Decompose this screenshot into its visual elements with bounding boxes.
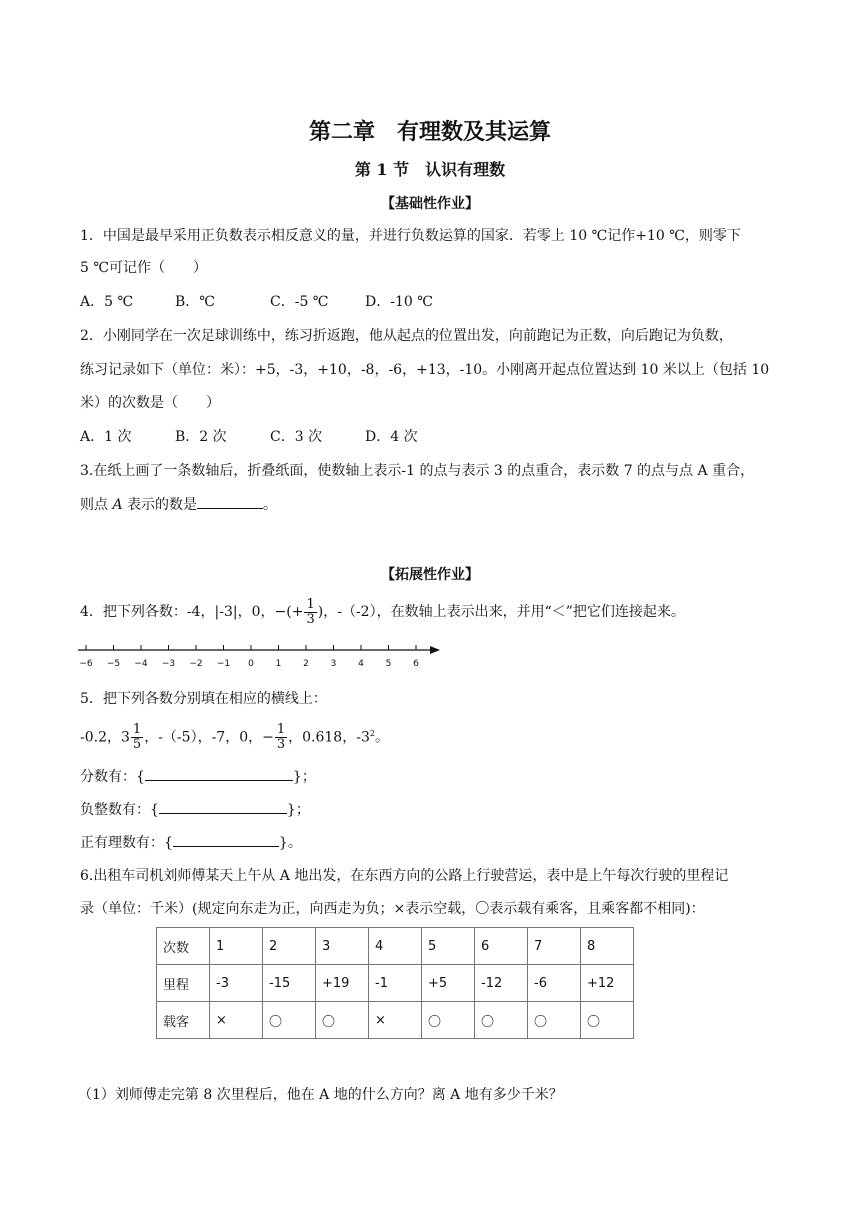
q3-text-a: 则点 [80,497,113,513]
q2-line-1: 2．小刚同学在一次足球训练中，练习折返跑，他从起点的位置出发，向前跑记为正数，向后跑记为负数， [80,328,733,344]
q1-line-1: 1．中国是最早采用正负数表示相反意义的量，并进行负数运算的国家．若零上 10 ℃记作+10 ℃，则零下 [80,228,741,244]
table-cell: -6 [528,965,581,1002]
q3-line-1: 3.在纸上画了一条数轴后，折叠纸面，使数轴上表示-1 的点与表示 3 的点重合，表示数 7 的点与点 A 重合， [80,463,755,479]
q5-neg-int-blank[interactable] [159,799,287,814]
q5-neg-sign: − [262,729,274,746]
table-cell: 7 [528,928,581,965]
number-line-tick-label: 0 [248,659,254,669]
q1-option-d: D．-10 ℃ [365,294,433,310]
number-line-ticks [79,645,419,669]
number-line-tick-label: −3 [161,659,176,669]
number-line-tick-label: 4 [358,659,364,669]
basic-homework-heading: 【基础性作业】 [381,196,479,212]
q5-neg-denominator: 3 [276,737,286,753]
q5-mixed-denominator: 5 [132,737,142,753]
number-line-tick-label: −5 [106,659,121,669]
q5-mixed-whole: 3 [121,729,130,746]
q5-num-2: ，-（-5），-7，0， [144,729,263,746]
table-cell: × [369,1002,422,1039]
table-cell: 3 [316,928,369,965]
table-cell: 5 [422,928,475,965]
number-line-tick-label: −4 [134,659,148,669]
table-cell: 4 [369,928,422,965]
q4-frac-post: ) [317,604,324,620]
table-row-header: 次数 [157,928,210,965]
q5-numbers [80,718,389,754]
table-cell: -12 [475,965,528,1002]
table-cell: 6 [475,928,528,965]
table-cell: +12 [581,965,634,1002]
q4-line [80,597,685,627]
q5-fractions-label: 分数有：{ [80,769,145,785]
q3-point-label: A [112,497,123,513]
q4-frac-numerator: 1 [306,596,315,612]
q5-pos-rat-label: 正有理数有：{ [80,835,173,851]
q5-line-1: 5．把下列各数分别填在相应的横线上： [80,691,327,707]
q1-option-a: A．5 ℃ [80,294,134,310]
number-line-tick-label: 2 [303,659,309,669]
table-cell: 8 [581,928,634,965]
mileage-table [156,927,634,1039]
table-cell: 〇 [528,1002,581,1039]
number-line-tick-label: 6 [413,659,419,669]
table-row [157,965,634,1002]
q5-fractions-row [80,766,316,787]
q2-line-3: 米）的次数是（ ） [80,395,220,411]
table-cell: -3 [210,965,263,1002]
q2-option-b: B．2 次 [175,429,227,445]
number-line-tick-label: 1 [275,659,282,669]
q2-option-a: A．1 次 [80,429,132,445]
q4-suffix: ，-（-2），在数轴上表示出来，并用“＜”把它们连接起来。 [323,604,685,620]
q1-options [80,292,460,312]
q3-answer-blank[interactable] [197,494,263,509]
q5-neg-int-row [80,799,310,820]
table-row-header: 里程 [157,965,210,1002]
table-row [157,928,634,965]
extended-homework-heading: 【拓展性作业】 [381,567,479,583]
q2-line-2: 练习记录如下（单位：米）：+5，-3，+10，-8，-6，+13，-10。小刚离开起点位置达到 10 米以上（包括 10 [80,362,770,378]
q5-pos-rat-row [80,832,302,853]
q4-frac-denominator: 3 [306,611,315,627]
q3-text-c: 。 [263,497,278,513]
table-cell: 2 [263,928,316,965]
table-cell: 〇 [316,1002,369,1039]
chapter-title: 第二章 有理数及其运算 [308,119,551,145]
q5-fractions-blank[interactable] [145,766,293,781]
q5-neg-int-close: }； [286,802,310,818]
table-cell: +19 [316,965,369,1002]
q4-frac-pre: −(+ [274,604,304,620]
number-line-tick-label: −1 [216,659,231,669]
q2-option-d: D．4 次 [365,429,418,445]
q6-line-1: 6.出租车司机刘师傅某天上午从 A 地出发，在东西方向的公路上行驶营运，表中是上午每次行驶的里程记 [80,868,729,884]
table-cell: +5 [422,965,475,1002]
q5-num-1: -0.2， [80,729,121,746]
table-cell: -15 [263,965,316,1002]
table-cell: 1 [210,928,263,965]
q5-pos-rat-blank[interactable] [173,832,279,847]
q5-exponent: 2 [369,729,375,738]
table-row [157,1002,634,1039]
number-line[interactable] [70,638,450,672]
table-cell: 〇 [422,1002,475,1039]
q4-prefix: 4．把下列各数：-4，|-3|，0， [80,604,275,620]
q2-option-c: C．3 次 [270,429,323,445]
q5-fractions-close: }； [292,769,316,785]
number-line-arrow [430,646,440,654]
q1-option-c: C．-5 ℃ [270,294,329,310]
number-line-tick-label: −2 [189,659,203,669]
table-cell: 〇 [263,1002,316,1039]
q6-line-2: 录（单位：千米）(规定向东走为正，向西走为负；×表示空载，〇表示载有乘客，且乘客都不相同)： [80,901,705,917]
q1-line-2: 5 ℃可记作（ ） [80,260,208,276]
table-cell: -1 [369,965,422,1002]
q6-sub-question-1: （1）刘师傅走完第 8 次里程后，他在 A 地的什么方向？离 A 地有多少千米？ [78,1087,563,1103]
q5-neg-int-label: 负整数有：{ [80,802,159,818]
q5-neg-fraction [275,723,287,752]
q5-num-4: 。 [374,729,389,746]
number-line-tick-label: 5 [385,659,392,669]
q3-text-b: 表示的数是 [122,497,198,513]
q5-mixed-fraction [131,723,143,752]
q4-fraction [304,598,316,627]
q5-neg-numerator: 1 [276,722,286,738]
q3-line-2 [80,494,277,515]
q5-pos-rat-close: }。 [278,835,302,851]
q2-options [80,427,460,447]
q5-mixed-numerator: 1 [132,722,142,738]
number-line-tick-label: 3 [330,659,337,669]
table-cell: × [210,1002,263,1039]
section-title: 第 1 节 认识有理数 [354,160,506,179]
q1-option-b: B．℃ [175,294,215,310]
table-row-header: 载客 [157,1002,210,1039]
table-cell: 〇 [581,1002,634,1039]
q5-num-3: ，0.618，-3 [288,729,370,746]
table-cell: 〇 [475,1002,528,1039]
number-line-tick-label: −6 [79,659,93,669]
